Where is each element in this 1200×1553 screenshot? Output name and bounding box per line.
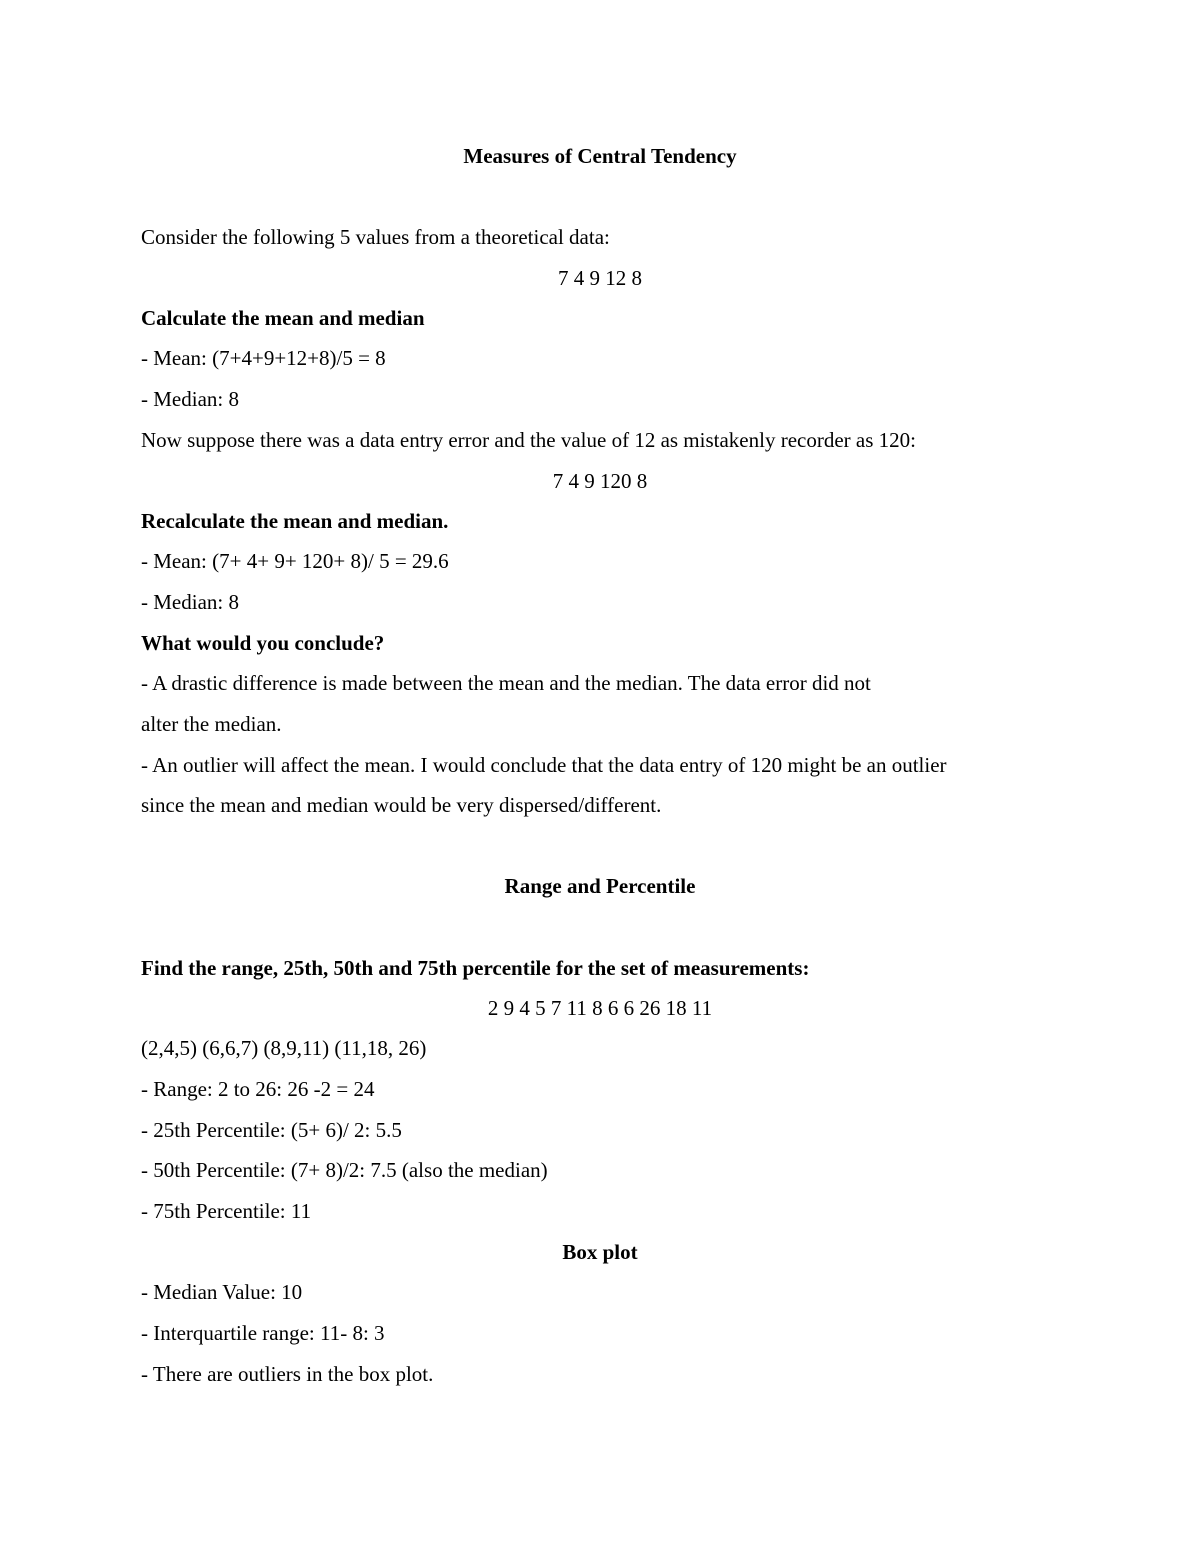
conclusion-2-line-1: - An outlier will affect the mean. I would conclude that the data entry of 120 might be an outlier (141, 753, 947, 777)
percentile-25-result: - 25th Percentile: (5+ 6)/ 2: 5.5 (141, 1118, 402, 1142)
recalculated-mean: - Mean: (7+ 4+ 9+ 120+ 8)/ 5 = 29.6 (141, 549, 449, 573)
error-description: Now suppose there was a data entry error and the value of 12 as mistakenly recorder as 120: (141, 428, 916, 452)
conclusion-1-line-2: alter the median. (141, 712, 282, 736)
question-heading-recalculate: Recalculate the mean and median. (141, 509, 449, 533)
question-heading-mean-median: Calculate the mean and median (141, 306, 425, 330)
groups-line: (2,4,5) (6,6,7) (8,9,11) (11,18, 26) (141, 1036, 427, 1060)
conclusion-1-line-1: - A drastic difference is made between the mean and the median. The data error did not (141, 671, 871, 695)
section-title-central-tendency: Measures of Central Tendency (463, 144, 737, 168)
mean-result: - Mean: (7+4+9+12+8)/5 = 8 (141, 346, 386, 370)
measurements-line: 2 9 4 5 7 11 8 6 6 26 18 11 (487, 996, 713, 1020)
percentile-50-result: - 50th Percentile: (7+ 8)/2: 7.5 (also the median) (141, 1158, 548, 1182)
section-title-range-percentile: Range and Percentile (504, 874, 696, 898)
box-plot-median: - Median Value: 10 (141, 1280, 303, 1304)
section-title-box-plot: Box plot (562, 1240, 638, 1264)
conclusion-2-line-2: since the mean and median would be very dispersed/different. (141, 793, 662, 817)
intro-text: Consider the following 5 values from a theoretical data: (141, 225, 610, 249)
question-heading-conclude: What would you conclude? (141, 631, 385, 655)
box-plot-outliers: - There are outliers in the box plot. (141, 1362, 434, 1386)
range-result: - Range: 2 to 26: 26 -2 = 24 (141, 1077, 375, 1101)
question-heading-range: Find the range, 25th, 50th and 75th percentile for the set of measurements: (141, 956, 810, 980)
values-line: 7 4 9 12 8 (558, 266, 642, 290)
recalculated-median: - Median: 8 (141, 590, 239, 614)
median-result: - Median: 8 (141, 387, 239, 411)
percentile-75-result: - 75th Percentile: 11 (141, 1199, 312, 1223)
error-values-line: 7 4 9 120 8 (552, 469, 648, 493)
box-plot-iqr: - Interquartile range: 11- 8: 3 (141, 1321, 385, 1345)
